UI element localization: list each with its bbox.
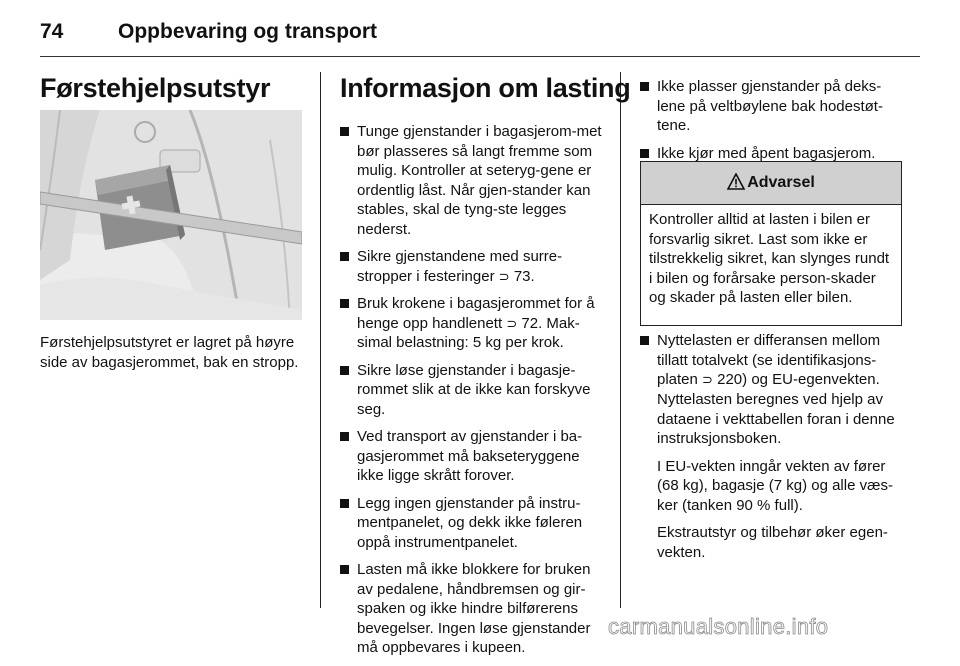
list-item: Sikre løse gjenstander i bagasje-rommet slik at de ikke kan forskyve seg. [340, 361, 608, 420]
warning-title: Advarsel [747, 174, 815, 191]
bullet-square-icon [340, 299, 349, 308]
warning-header [641, 162, 901, 205]
first-aid-caption: Førstehjelpsutstyret er lagret på høyre side av bagasjerommet, bak en stropp. [40, 334, 299, 371]
list-item: Legg ingen gjenstander på instru-mentpanelet, og dekk ikke føleren oppå instrumentpanelet. [340, 494, 608, 553]
section-heading-loading-info: Informasjon om lasting [340, 73, 631, 103]
watermark: carmanualsonline.info [608, 614, 829, 639]
payload-paragraph: Ekstrautstyr og tilbehør øker egen-vekten. [657, 524, 888, 561]
section-heading-first-aid: Førstehjelpsutstyr [40, 73, 271, 103]
bullet-square-icon [640, 336, 649, 345]
loading-info-list-continued [640, 77, 908, 171]
page-header [40, 16, 920, 57]
list-item: Ikke plasser gjenstander på deks-lene på veltbøylene bak hodestøt-tene. [640, 77, 908, 136]
bullet-square-icon [340, 366, 349, 375]
column-divider-left [320, 72, 321, 608]
bullet-square-icon [340, 499, 349, 508]
payload-paragraph: I EU-vekten inngår vekten av fører (68 kg), bagasje (7 kg) og alle væs-ker (tanken 90 % full). [657, 457, 893, 514]
column-divider-right [620, 72, 621, 608]
list-item: Tunge gjenstander i bagasjerom-met bør plasseres så langt fremme som mulig. Kontroller at seteryg-gene er ordentlig låst. Når gjen-stander kan stables, skal de tyng-ste legges nederst. [340, 122, 608, 239]
bullet-square-icon [340, 127, 349, 136]
first-aid-kit-in-cargo-area-illustration [40, 110, 302, 320]
list-item: Ved transport av gjenstander i ba-gasjerommet må bakseteryggene ikke ligge skrått forover. [340, 427, 608, 486]
page-reference-arrow-icon: ⊃ [498, 268, 510, 284]
bullet-square-icon [340, 432, 349, 441]
list-item: Nyttelasten er differansen mellom tillatt totalvekt (se identifikasjons-platen ⊃ 220) og EU-egenvekten. [640, 331, 908, 390]
warning-triangle-icon [727, 173, 745, 190]
bullet-square-icon [340, 252, 349, 261]
list-item: Bruk krokene i bagasjerommet for å henge opp handlenett ⊃ 72. Mak-simal belastning: 5 kg per krok. [340, 294, 608, 353]
chapter-title: Oppbevaring og transport [118, 20, 378, 43]
warning-box [640, 161, 902, 326]
warning-text: Kontroller alltid at lasten i bilen er forsvarlig sikret. Last som ikke er tilstrekkelig sikret, kan slynges rundt i bilen og forårsake person-skader og skader på lasten eller bilen. [649, 211, 890, 306]
payload-paragraphs [640, 390, 908, 570]
bullet-square-icon [340, 565, 349, 574]
loading-info-list [340, 122, 608, 666]
page-reference-arrow-icon: ⊃ [702, 372, 713, 387]
payload-paragraph: Nyttelasten beregnes ved hjelp av dataene i vekttabellen foran i denne instruksjonsboken. [657, 391, 895, 447]
first-aid-figure [40, 110, 302, 320]
page-reference[interactable]: 220) og EU-egenvekten. [717, 371, 880, 388]
list-item: Sikre gjenstandene med surre-stropper i festeringer ⊃ 73. [340, 247, 608, 286]
list-item: Ikke kjør med åpent bagasjerom. [640, 144, 908, 164]
page-number: 74 [40, 20, 64, 43]
bullet-square-icon [640, 82, 649, 91]
page-reference[interactable]: 73. [513, 267, 535, 285]
list-item: Lasten må ikke blokkere for bruken av pedalene, håndbremsen og gir-spaken og ikke hindre bilførerens bevegelser. Ingen løse gjenstander må oppbevares i kupeen. [340, 560, 608, 658]
page-reference-arrow-icon: ⊃ [506, 315, 518, 331]
payload-list [640, 331, 908, 398]
bullet-square-icon [640, 149, 649, 158]
page-reference[interactable]: 72. Mak-simal belastning: 5 kg per krok. [357, 314, 580, 351]
